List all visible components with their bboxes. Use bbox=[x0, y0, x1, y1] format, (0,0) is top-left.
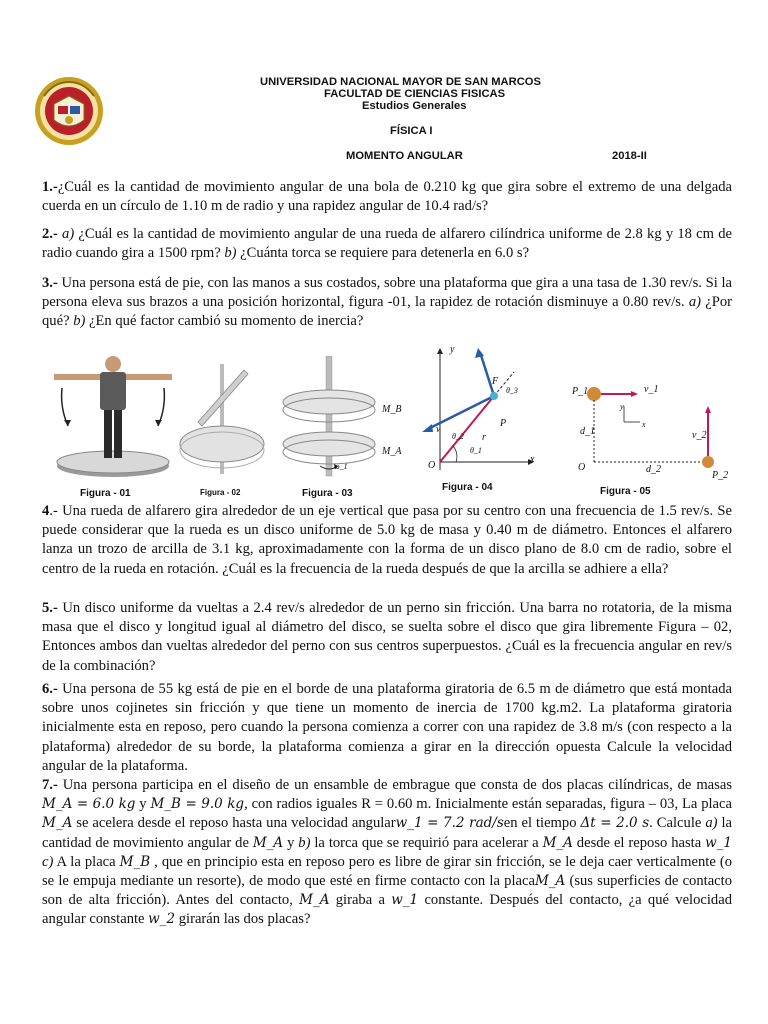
ma-symbol: M_A bbox=[542, 834, 573, 851]
ma-symbol: M_A bbox=[42, 815, 73, 832]
fig4-theta1-label: θ_1 bbox=[470, 446, 482, 455]
problem-2-text-b: ¿Cuánta torca se requiere para detenerla en 6.0 s? bbox=[236, 245, 530, 262]
fig3-ma-label: M_A bbox=[382, 446, 402, 457]
problem-3-text-3: ¿En qué factor cambió su momento de inercia? bbox=[85, 313, 364, 330]
university-seal-logo bbox=[34, 76, 104, 146]
problem-3-number: 3.- bbox=[42, 275, 58, 291]
part-c-label: c) bbox=[42, 853, 54, 870]
w1-equation: w_1 = 7.2 rad/s bbox=[395, 815, 504, 832]
problem-2-number: 2.- bbox=[42, 226, 58, 242]
ma-symbol: M_A bbox=[252, 834, 284, 851]
university-name: UNIVERSIDAD NACIONAL MAYOR DE SAN MARCOS bbox=[260, 76, 541, 88]
fig4-force-label: F bbox=[492, 376, 499, 387]
problem-3-text-2: ¿Por qué? bbox=[42, 294, 733, 330]
p7-text: y bbox=[283, 834, 299, 851]
problem-4-number: 4 bbox=[42, 503, 50, 519]
fig4-velocity-label: v bbox=[436, 424, 441, 435]
p7-text: desde el reposo hasta bbox=[572, 834, 706, 851]
figures-strip bbox=[40, 340, 740, 500]
topic-title: MOMENTO ANGULAR bbox=[346, 150, 463, 162]
p7-text: A la placa bbox=[53, 853, 120, 870]
figure-03-caption: Figura - 03 bbox=[302, 488, 353, 499]
fig4-radius-label: r bbox=[482, 432, 486, 443]
fig4-theta2-label: θ_2 bbox=[452, 432, 464, 441]
fig4-theta3-label: θ_3 bbox=[506, 386, 518, 395]
fig5-origin-label: O bbox=[578, 462, 586, 473]
part-b-label: b) bbox=[224, 245, 237, 262]
fig5-p2-label: P_2 bbox=[712, 470, 729, 481]
mb-equation: M_B = 9.0 kg bbox=[150, 796, 245, 813]
fig3-w1-label: ω_1 bbox=[334, 462, 348, 471]
problem-1 bbox=[42, 178, 732, 216]
p7-text: giraba a bbox=[329, 892, 392, 909]
part-a-label: a) bbox=[62, 226, 75, 242]
problem-1-text: ¿Cuál es la cantidad de movimiento angular de una bola de 0.210 kg que gira sobre el extremo de una delgada cuerda en un círculo de 1.10 m de radio y una rapidez angular de 10.4 rad/s? bbox=[42, 179, 732, 215]
problem-4 bbox=[42, 502, 732, 579]
figure-03-two-plates bbox=[280, 356, 380, 480]
p7-text: la torca que se requirió para acelerar a bbox=[310, 834, 543, 851]
fig4-y-label: y bbox=[450, 344, 455, 355]
problem-6-text: Una persona de 55 kg está de pie en el borde de una plataforma giratoria de 6.5 m de diámetro que está montada sobre unos cojinetes sin fricción y que tiene un momento de inercia de 1700 kg.m2. La plataforma giratoria inicialmente esta en reposo, pero cuando la persona comienza a correr con una rapidez de 3.8 m/s (con respecto a la plataforma) alrededor de su borde, la plataforma comienza a girar en la dirección opuesta Calcule la velocidad angular de la plataforma. bbox=[42, 681, 732, 774]
figure-02-caption: Figura - 02 bbox=[200, 488, 241, 497]
p7-text: , que en principio esta en reposo pero es libre de girar sin fricción, se le deja caer verticalmente (o se le empuja mediante un resorte), de modo que esté en firme contacto con la placa bbox=[42, 853, 732, 890]
w1-symbol: w_1 bbox=[391, 892, 419, 909]
ma-symbol: M_A bbox=[534, 873, 566, 890]
p7-text: la cantidad de movimiento angular de bbox=[42, 815, 732, 851]
p7-text: se acelera desde el reposo hasta una velocidad angular bbox=[72, 815, 396, 832]
part-b-label: b) bbox=[73, 313, 86, 330]
studies-name: Estudios Generales bbox=[362, 100, 467, 112]
term-label: 2018-II bbox=[612, 150, 647, 162]
dt-equation: Δt = 2.0 s bbox=[580, 815, 650, 832]
fig5-v2-label: v_2 bbox=[692, 430, 707, 441]
problem-1-number: 1.- bbox=[42, 179, 58, 195]
figure-05-caption: Figura - 05 bbox=[600, 486, 651, 497]
fig4-point-label: P bbox=[500, 418, 507, 429]
fig5-v1-label: v_1 bbox=[644, 384, 659, 395]
p7-text: . Calcule bbox=[649, 815, 706, 832]
p7-text: Una persona participa en el diseño de un ensamble de embrague que consta de dos placas cilíndricas, de masas bbox=[57, 777, 732, 793]
part-a-label: a) bbox=[705, 815, 718, 832]
problem-2-text-a: ¿Cuál es la cantidad de movimiento angular de una rueda de alfarero cilíndrica uniforme de 2.8 kg y 18 cm de radio cuando gira a 1500 rpm? bbox=[42, 226, 732, 262]
part-a-label: a) bbox=[688, 294, 702, 311]
w1-symbol: w_1 bbox=[705, 834, 733, 851]
mb-symbol: M_B bbox=[119, 853, 151, 870]
p7-text: , con radios iguales R = 0.60 m. Inicialmente están separadas, figura – 03, La placa bbox=[244, 796, 732, 813]
problem-5-number: 5.- bbox=[42, 600, 58, 616]
fig3-mb-label: M_B bbox=[382, 404, 402, 415]
fig5-d2-label: d_2 bbox=[646, 464, 661, 475]
p7-text: en el tiempo bbox=[503, 815, 581, 832]
problem-3 bbox=[42, 274, 732, 332]
fig5-d1-label: d_1 bbox=[580, 426, 595, 437]
part-b-label: b) bbox=[298, 834, 311, 851]
problem-2 bbox=[42, 225, 732, 263]
problem-4-text: .- Una rueda de alfarero gira alrededor de un eje vertical que pasa por su centro con una frecuencia de 1.5 rev/s. Se puede considerar que la rueda es un disco uniforme de 5.0 kg de masa y 0.40 m de diámetro. Entonces el alfarero lanza un trozo de arcilla de 3.1 kg, aproximadamente con la forma de un disco plano de 8.0 cm de radio, sobre el centro de la rueda en rotación. ¿Cuál es la frecuencia de la rueda después de que la arcilla se adhiere a ella? bbox=[42, 503, 732, 577]
fig4-origin-label: O bbox=[428, 460, 436, 471]
ma-equation: M_A = 6.0 kg bbox=[42, 796, 136, 813]
figure-04-caption: Figura - 04 bbox=[442, 482, 493, 493]
p7-text: (sus superficies de contacto son de alta fricción). Antes del contacto, bbox=[42, 873, 733, 909]
ma-symbol: M_A bbox=[299, 892, 330, 909]
p7-text: girarán las dos placas? bbox=[175, 911, 311, 928]
problem-6-number: 6.- bbox=[42, 681, 58, 697]
fig4-x-label: x bbox=[530, 454, 535, 465]
fig5-y-label: y bbox=[620, 402, 624, 411]
problem-3-text-1: Una persona está de pie, con las manos a sus costados, sobre una plataforma que gira a una tasa de 1.30 rev/s. Si la persona eleva sus brazos a una posición horizontal, figura -01, la rapidez de rotación disminuye a 0.80 rev/s. bbox=[42, 275, 732, 311]
problem-5-text: Un disco uniforme da vueltas a 2.4 rev/s alrededor de un perno sin fricción. Una barra no rotatoria, de la misma masa que el disco y longitud igual al diámetro del disco, se suelta sobre el disco que gira libremente Figura – 02, Entonces ambos dan vueltas alrededor del perno con sus centros superpuestos. ¿Cuál es la frecuencia angular en rev/s de la combinación? bbox=[42, 600, 732, 674]
problem-7 bbox=[42, 776, 732, 930]
figure-01-caption: Figura - 01 bbox=[80, 488, 131, 499]
w2-symbol: w_2 bbox=[148, 911, 176, 928]
course-title: FÍSICA I bbox=[390, 125, 433, 137]
problem-6 bbox=[42, 680, 732, 776]
fig5-x-label: x bbox=[642, 420, 646, 429]
p7-text: constante. Después del contacto, ¿a qué velocidad angular constante bbox=[42, 892, 732, 928]
faculty-name: FACULTAD DE CIENCIAS FISICAS bbox=[324, 88, 506, 100]
problem-5 bbox=[42, 599, 732, 676]
problem-7-number: 7.- bbox=[42, 777, 58, 793]
fig5-p1-label: P_1 bbox=[572, 386, 589, 397]
figure-02-disk-and-rod bbox=[178, 364, 268, 484]
p7-text: y bbox=[135, 796, 151, 813]
figure-01-person-on-platform bbox=[48, 348, 178, 483]
